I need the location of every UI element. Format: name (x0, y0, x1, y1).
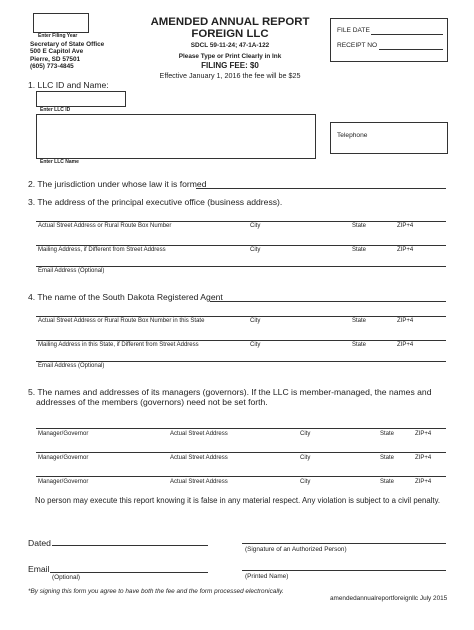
signature-label: (Signature of an Authorized Person) (245, 546, 347, 553)
dated-line[interactable] (52, 545, 208, 546)
agent-zip-label: ZIP+4 (397, 318, 414, 324)
principal-city-label: City (250, 223, 261, 229)
ink-instruction: Please Type or Print Clearly in Ink (178, 53, 282, 60)
agent-street-label: Actual Street Address or Rural Route Box Number in this State (38, 318, 205, 324)
office-line-2: 500 E Capitol Ave (30, 48, 84, 56)
telephone-box[interactable] (330, 122, 448, 154)
manager-row-2-line[interactable] (36, 452, 446, 453)
manager-row-3-line[interactable] (36, 476, 446, 477)
manager-row-3-street-label: Actual Street Address (170, 479, 228, 485)
principal-state-label: State (352, 223, 367, 229)
agent-city-label: City (250, 318, 261, 324)
manager-row-2-street-label: Actual Street Address (170, 455, 228, 461)
section-5-line-1: 5. The names and addresses of its managers (governors). If the LLC is member-managed, the names and (28, 387, 432, 397)
printed-name-label: (Printed Name) (245, 573, 289, 580)
fee-effective-note: Effective January 1, 2016 the fee will be $25 (159, 71, 301, 80)
agent-mailing-line[interactable] (36, 340, 446, 341)
principal-email-label: Email Address (Optional) (38, 268, 105, 274)
manager-row-1-zip-label: ZIP+4 (415, 431, 432, 437)
manager-row-3-zip-label: ZIP+4 (415, 479, 432, 485)
dated-label: Dated (28, 538, 51, 548)
file-date-label: FILE DATE (337, 27, 370, 34)
email-label: Email (28, 564, 50, 574)
principal-email-line[interactable] (36, 266, 446, 267)
agent-mailing-state-label: State (352, 342, 367, 348)
principal-mailing-line[interactable] (36, 245, 446, 246)
penalty-warning: No person may execute this report knowing it is false in any material respect. Any violation is subject to a civil penalty. (35, 496, 441, 505)
agent-mailing-zip-label: ZIP+4 (397, 342, 414, 348)
agent-email-line[interactable] (36, 361, 446, 362)
office-line-1: Secretary of State Office (30, 41, 105, 48)
agent-street-line[interactable] (36, 316, 446, 317)
manager-row-1-state-label: State (380, 431, 395, 437)
manager-row-3-state-label: State (380, 479, 395, 485)
llc-id-field[interactable] (36, 91, 126, 107)
manager-row-2-name-label: Manager/Governor (38, 455, 89, 461)
section-2-text: 2. The jurisdiction under whose law it is formed (28, 179, 207, 189)
filing-year-label: Enter Filing Year (38, 33, 78, 39)
principal-mailing-zip-label: ZIP+4 (397, 247, 414, 253)
email-line[interactable] (50, 572, 208, 573)
email-optional-label: (Optional) (52, 574, 81, 581)
form-identifier: amendedannualreportforeignllc July 2015 (330, 595, 448, 602)
manager-row-3-name-label: Manager/Governor (38, 479, 89, 485)
manager-row-1-street-label: Actual Street Address (170, 431, 228, 437)
principal-mailing-city-label: City (250, 247, 261, 253)
filing-fee: FILING FEE: $0 (201, 61, 259, 70)
registered-agent-line[interactable] (210, 301, 446, 302)
principal-mailing-label: Mailing Address, if Different from Street Address (38, 247, 166, 253)
principal-zip-label: ZIP+4 (397, 223, 414, 229)
title-line-1: AMENDED ANNUAL REPORT (150, 16, 310, 28)
office-address (30, 41, 104, 71)
principal-street-line[interactable] (36, 221, 446, 222)
receipt-no-label: RECEIPT NO (337, 42, 378, 49)
agent-mailing-label: Mailing Address in this State, if Different from Street Address (38, 342, 199, 348)
llc-name-label: Enter LLC Name (40, 159, 79, 165)
principal-mailing-state-label: State (352, 247, 367, 253)
section-3-text: 3. The address of the principal executive office (business address). (28, 197, 283, 207)
llc-id-label: Enter LLC ID (40, 107, 71, 113)
llc-name-field[interactable] (36, 114, 316, 159)
office-use-box (330, 18, 448, 62)
title-line-2: FOREIGN LLC (191, 28, 269, 40)
printed-name-line[interactable] (242, 570, 446, 571)
manager-row-2-zip-label: ZIP+4 (415, 455, 432, 461)
agent-email-label: Email Address (Optional) (38, 363, 105, 369)
section-1-heading: 1. LLC ID and Name: (28, 80, 109, 90)
office-line-4: (605) 773-4845 (30, 63, 74, 71)
manager-row-1-line[interactable] (36, 428, 446, 429)
statute-reference: SDCL 59-11-24; 47-1A-122 (190, 42, 270, 49)
manager-row-1-name-label: Manager/Governor (38, 431, 89, 437)
telephone-label: Telephone (337, 132, 368, 139)
manager-row-2-city-label: City (300, 455, 311, 461)
agent-state-label: State (352, 318, 367, 324)
signature-line[interactable] (242, 543, 446, 544)
agent-mailing-city-label: City (250, 342, 261, 348)
manager-row-1-city-label: City (300, 431, 311, 437)
section-5-line-2: addresses of the members (governors) need not be set forth. (36, 397, 268, 407)
filing-year-box[interactable] (33, 13, 89, 33)
section-4-text: 4. The name of the South Dakota Registered Agent (28, 292, 223, 302)
manager-row-2-state-label: State (380, 455, 395, 461)
electronic-processing-note: *By signing this form you agree to have both the fee and the form processed electronically. (28, 588, 284, 595)
manager-row-3-city-label: City (300, 479, 311, 485)
principal-street-label: Actual Street Address or Rural Route Box Number (38, 223, 172, 229)
jurisdiction-line[interactable] (196, 188, 446, 189)
section-5-text (28, 387, 458, 407)
form-title (130, 16, 330, 40)
office-line-3: Pierre, SD 57501 (30, 55, 81, 63)
